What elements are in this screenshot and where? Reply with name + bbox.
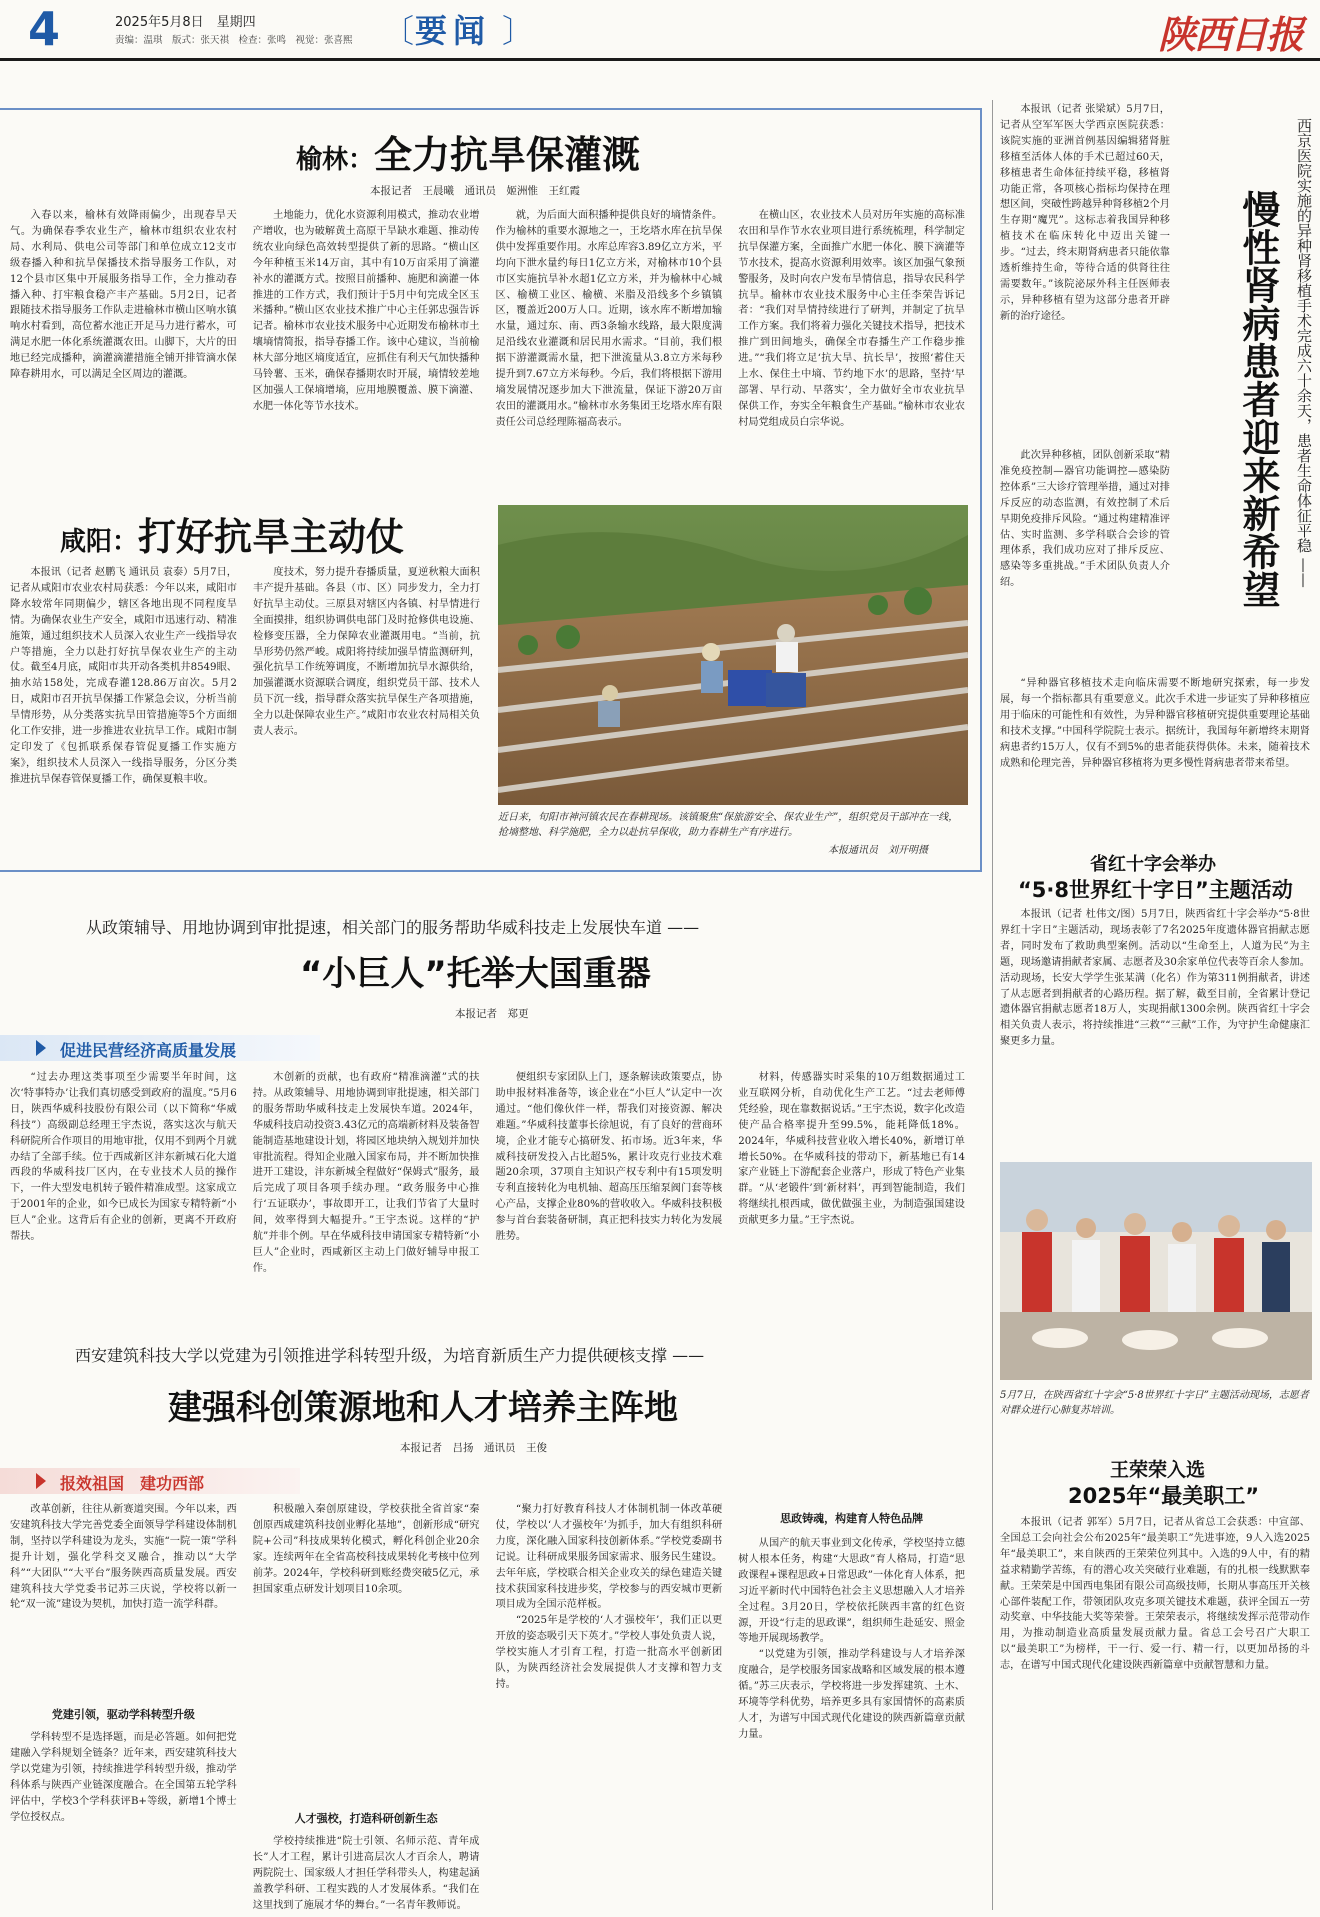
xiaojuren-col-1: “过去办理这类事项至少需要半年时间，这次‘特事特办’让我们真切感受到政府的温度。”5月6日，陕西华威科技股份有限公司（以下简称“华威科技”）高级副总经理王宇杰说，落实这次与航天科研院所合作项目的用地审批，仅用不到两个月就办结了全部手续。位于西咸新区沣东新城石化大道西段的华威科技厂区内，在专业技术人员的操作下，一件大型发电机转子锻件精准成型。这家成立于2001年的企业，如今已成长为国家专精特新“小巨人”企业。这背后有企业的创新，更离不开政府帮扶。 xyxy=(10,1072,237,1243)
xianyang-photo-credit: 本报通讯员 刘开明摄 xyxy=(828,845,928,856)
redcross-title-line1: 省红十字会举办 xyxy=(1090,854,1216,875)
jianda-subhead-3: 思政铸魂，构建育人特色品牌 xyxy=(780,1512,924,1525)
section-name: 要闻 xyxy=(415,12,492,50)
redcross-photo xyxy=(1000,1162,1312,1380)
jianda-byline: 本报记者 吕扬 通讯员 王俊 xyxy=(400,1442,547,1454)
jianda-col-3-text-b: “2025年是学校的‘人才强校年’，我们正以更开放的姿态吸引天下英才。”学校人事处负责人说，学校实施人才引育工程，打造一批高水平创新团队，为陕西经济社会发展提供人才支撑和智力支持。 xyxy=(495,1615,723,1690)
jianda-body xyxy=(10,1502,965,1912)
jianda-col-1-text-a: 改革创新，往往从新赛道突围。今年以来，西安建筑科技大学完善党委全面领导学科建设体制机制，坚持以学科建设为龙头，实施“一院一策”学科提升计划，强化学科交叉融合，推动以“大学科”“大团队”“大平台”服务陕西高质量发展。西安建筑科技大学党委书记苏三庆说，学校将以新一轮“双一流”建设为契机，加快打造一流学科群。 xyxy=(10,1504,237,1611)
jianda-col-1-text-b: 学科转型不是选择题，而是必答题。如何把党建融入学科规划全链条？近年来，西安建筑科技大学以党建为引领，持续推进学科转型升级，推动学科体系与陕西产业链深度融合。在全国第五轮学科评估中，学校3个学科获评B+等级，新增1个博士学位授权点。 xyxy=(10,1732,237,1823)
xiaojuren-col-3: 便组织专家团队上门，逐条解读政策要点，协助申报材料准备等，该企业在“小巨人”认定中一次通过。“他们像伙伴一样，帮我们对接资源、解决难题。”华威科技董事长徐旭说，有了良好的营商环境，企业才能专心搞研发、拓市场。近3年来，华威科技研发投入占比超5%，累计攻克行业技术难题20余项，37项自主知识产权专利中有15项发明专利直接转化为电机轴、超高压压缩泵阀门套等核心产品，支撑企业80%的营收收入。华威科技积极参与首台套装备研制，真正把科技实力转化为发展胜势。 xyxy=(495,1072,723,1243)
redcross-title-line2: “5·8世界红十字日”主题活动 xyxy=(1018,878,1293,902)
section-bracket-left: 〔 xyxy=(382,12,415,50)
yulin-col-3: 就，为后面大面积播种提供良好的墒情条件。作为榆林的重要水源地之一，王圪塔水库在抗旱保供中发挥重要作用。水库总库容3.89亿立方米，平均向下泄水量约每日1亿立方米，对榆林市10个县市区实施抗旱补水超1亿立方米，并为榆林中心城区、榆横工业区、榆横、米脂及沿线多个乡镇镇区，覆盖近200万人口。近期，该水库不断增加输水量，通过东、南、西3条输水线路，最大限度满足沿线农业灌溉和居民用水需求。“目前，我们根据下游灌溉需水量，把下泄流量从3.8立方米每秒提升到7.67立方米每秒。今后，我们将根据下游用墒发展情况逐步加大下泄流量，保证下游20万亩农田的灌溉用水。”榆林市水务集团王圪塔水库有限责任公司总经理陈福高表示。 xyxy=(495,210,723,428)
yulin-byline: 本报记者 王晨曦 通讯员 姬洲惟 王红霞 xyxy=(370,185,580,197)
yulin-col-1: 入春以来，榆林有效降雨偏少，出现春旱天气。为确保春季农业生产，榆林市组织农业农村局、水利局、供电公司等部门和单位成立12支市级春播入种和抗旱保播技术指导服务工作队，对12个县市区集中开展服务指导工作，全力推动春播入种、打牢粮食稳产丰产基础。5月2日，记者跟随技术指导服务工作队走进榆林市横山区响水镇响水村看到，高位蓄水池正开足马力进行蓄水，可满足水肥一体化系统灌溉农田。山脚下，大片的田地已经完成播种，滴灌滴灌措施全铺开排管滴水保障春耕用水，可以满足全区周边的灌溉。 xyxy=(10,210,237,381)
kidney-body-top: 本报讯（记者 张梁斌）5月7日，记者从空军军医大学西京医院获悉：该院实施的亚洲首例基因编辑猪肾脏移植至活体人体的手术已超过60天，移植患者生命体征持续平稳，移植肾功能正常，各项核心指标均保持在理想区间，突破性跨越异种肾移植2个月生存期“魔咒”。这标志着我国异种移植技术在临床转化中迈出关键一步。“过去，终末期肾病患者只能依靠透析维持生命，等待合适的供肾往往需要数年。”该院泌尿外科主任医师表示，异种移植有望为这部分患者开辟新的治疗途径。 xyxy=(1000,104,1170,322)
staff-credits: 责编：温琪 版式：张天祺 检查：张鸣 视觉：张喜熙 xyxy=(115,35,353,46)
yulin-title: 全力抗旱保灌溉 xyxy=(374,133,641,177)
xiaojuren-deck: 从政策辅导、用地协调到审批提速，相关部门的服务帮助华威科技走上发展快车道 —— xyxy=(86,918,700,937)
jianda-col-4 xyxy=(738,1502,965,1912)
xianyang-col-2: 度技术，努力提升春播质量，夏逆秋粮大面积丰产提升基础。各县（市、区）同步发力，全力打好抗旱主动仗。三原县对辖区内各镇、村旱情进行全面摸排，组织协调供电部门及时抢修供电设施、检修变压器，全力保障农业灌溉用电。“当前，抗旱形势仍然严峻。咸阳将持续加强旱情监测研判，强化抗旱工作统筹调度，不断增加抗旱水源供给，加强灌溉水资源联合调度，组织党员干部、技术人员下沉一线，指导群众落实抗旱保生产各项措施，全力以赴保障农业生产。”咸阳市农业农村局相关负责人表示。 xyxy=(253,567,480,738)
jianda-col-3-text-a: “聚力打好教育科技人才体制机制一体改革硬仗，学校以‘人才强校年’为抓手，加大有组织科研力度，深化融入国家科技创新体系。”学校党委副书记说。让科研成果服务国家需求、服务民生建设。去年年底，学校联合相关企业攻关的绿色建造关键技术获国家科技进步奖，学校参与的西安城市更新项目成为全国示范样板。 xyxy=(495,1504,723,1611)
jianda-subhead-2: 人才强校，打造科研创新生态 xyxy=(294,1812,438,1825)
worker-title-line1: 王荣荣入选 xyxy=(1110,1459,1206,1481)
issue-date: 2025年5月8日 星期四 xyxy=(115,15,256,30)
yulin-col-2: 土地能力，优化水资源利用模式，推动农业增产增收，也为破解黄土高原干旱缺水难题、推动传统农业向绿色高效转型提供了新的思路。“横山区今年种植玉米14万亩，其中有10万亩采用了滴灌补水的灌溉方式。按照目前播种、施肥和滴灌一体推进的工作方式，我们预计于5月中旬完成全区玉米播种。”横山区农业技术推广中心主任郭忠强告诉记者。榆林市农业技术服务中心近期发布榆林市土壤墒情简报，指导春播工作。该中心建议，当前榆林大部分地区墒度适宜，应抓住有利天气加快播种马铃薯、玉米，确保春播期农时开展，墒情较差地区加强人工保墒增墒，应用地膜覆盖、膜下滴灌、水肥一体化等节水技术。 xyxy=(252,210,480,412)
yulin-body xyxy=(10,208,965,480)
yulin-headline xyxy=(296,124,640,179)
redcross-body: 本报讯（记者 杜伟文/图）5月7日，陕西省红十字会举办“5·8世界红十字日”主题活动，现场表彰了7名2025年度遗体器官捐献志愿者，同时发布了救助典型案例。活动以“生命至上，人道为民”为主题，现场邀请捐献者家属、志愿者及30余家单位代表等百余人参加。活动现场，长安大学学生张某满（化名）作为第311例捐献者，讲述了从志愿者到捐献者的心路历程。据了解，截至目前，全省累计登记遗体器官捐献志愿者18万人，实现捐献1300余例。陕西省红十字会相关负责人表示，将持续推进“三救”“三献”工作，为守护生命健康汇聚更多力量。 xyxy=(1000,909,1310,1048)
kidney-subtitle: 西京医院实施的异种肾移植手术完成六十余天，患者生命体征平稳 —— xyxy=(1295,118,1313,588)
masthead-rule xyxy=(0,58,1320,61)
jianda-subhead-1: 党建引领，驱动学科转型升级 xyxy=(51,1708,195,1721)
xianyang-title: 打好抗旱主动仗 xyxy=(138,515,405,559)
redcross-photo-caption: 5月7日，在陕西省红十字会“5·8世界红十字日”主题活动现场，志愿者对群众进行心肺复苏培训。 xyxy=(1000,1390,1309,1416)
jianda-col-4-text-b: “以党建为引领，推动学科建设与人才培养深度融合，是学校服务国家战略和区域发展的根本遵循。”苏三庆表示，学校将进一步发挥建筑、土木、环境等学科优势，培养更多具有家国情怀的高素质人才，为谱写中国式现代化建设的陕西新篇章贡献力量。 xyxy=(738,1649,965,1740)
banner-arrow-icon xyxy=(36,1473,46,1489)
banner-arrow-icon xyxy=(36,1040,46,1056)
xianyang-photo-caption: 近日来，旬阳市神河镇农民在春耕现场。该镇聚焦“保旅游安全、保农业生产”，组织党员干部冲在一线，抢墒整地、科学施肥，全力以赴抗旱保收，助力春耕生产有序进行。 xyxy=(498,812,959,838)
jianda-col-2-text-a: 积极融入秦创原建设，学校获批全省首家“秦创原西咸建筑科技创业孵化基地”，创新形成“研究院+公司”科技成果转化模式，孵化科创企业20余家。连续两年在全省高校科技成果转化考核中位列前茅。2024年，学校科研到账经费突破5亿元，承担国家重点研发计划项目10余项。 xyxy=(252,1504,480,1595)
xianyang-col-1: 本报讯（记者 赵鹏飞 通讯员 袁泰）5月7日，记者从咸阳市农业农村局获悉：今年以来，咸阳市降水较常年同期偏少，辖区各地出现不同程度旱情。为确保农业生产安全，咸阳市迅速行动、精准施策，通过组织技术人员深入农业生产一线指导农户等措施，全力以赴打好抗旱保农业生产的主动仗。截至4月底，咸阳市共开动各类机井8549眼、抽水站158处，完成春灌128.86万亩次。5月2日，咸阳市召开抗旱保播工作紧急会议，分析当前旱情形势，从分类落实抗旱田管措施等5个方面细化工作安排，进一步推进农业抗旱工作。咸阳市制定印发了《包抓联系保春管促夏播工作实施方案》，组织技术人员深入一线指导服务，分区分类推进抗旱保春管保夏播工作，确保夏粮丰收。 xyxy=(10,567,237,785)
page-number: 4 xyxy=(28,2,61,56)
xiaojuren-byline: 本报记者 郑更 xyxy=(455,1008,529,1020)
xiaojuren-body xyxy=(10,1070,965,1310)
kidney-body-mid: 此次异种移植，团队创新采取“精准免疫控制—器官功能调控—感染防控体系”三大诊疗管理举措，通过对排斥反应的动态监测，有效控制了术后早期免疫排斥风险。“通过构建精准评估、实时监测、多学科联合会诊的管理体系，我们成功应对了排斥反应、感染等多重挑战。”手术团队负责人介绍。 xyxy=(1000,450,1170,589)
xiaojuren-banner xyxy=(0,1035,320,1061)
right-rail-divider xyxy=(992,100,993,1910)
jianda-col-3 xyxy=(496,1502,723,1912)
xianyang-kicker: 咸阳： xyxy=(60,527,139,557)
kidney-title: 慢性肾病患者迎来新希望 xyxy=(1236,190,1280,608)
jianda-banner xyxy=(0,1468,300,1494)
newspaper-logo: 陕西日报 xyxy=(1158,12,1303,57)
worker-title-line2: 2025年“最美职工” xyxy=(1068,1484,1260,1508)
jianda-title: 建强科创策源地和人才培养主阵地 xyxy=(168,1388,678,1428)
field-photo xyxy=(498,505,968,805)
jianda-col-2-text-b: 学校持续推进“院士引领、名师示范、青年成长”人才工程，累计引进高层次人才百余人，聘请两院院士、国家级人才担任学科带头人，构建起涵盖教学科研、工程实践的人才发展体系。“我们在这里找到了施展才华的舞台。”一名青年教师说。 xyxy=(252,1836,480,1911)
jianda-col-4-text-a: 从国产的航天事业到文化传承，学校坚持立德树人根本任务，构建“大思政”育人格局，打造“思政课程+课程思政+日常思政”一体化育人体系，把习近平新时代中国特色社会主义思想融入人才培养全过程。3月20日，学校依托陕西丰富的红色资源，开设“行走的思政课”，组织师生赴延安、照金等地开展现场教学。 xyxy=(738,1538,965,1645)
xiaojuren-banner-text: 促进民营经济高质量发展 xyxy=(60,1041,237,1060)
yulin-kicker: 榆林： xyxy=(296,145,375,175)
worker-body: 本报讯（记者 郭军）5月7日，记者从省总工会获悉：中宣部、全国总工会向社会公布2025年“最美职工”先进事迹，9人入选2025年“最美职工”，来自陕西的王荣荣位列其中。入选的9人中，有的精益求精勤学苦练，有的潜心攻关突破行业难题，有的扎根一线默默奉献。王荣荣是中国西电集团有限公司高级技师，长期从事高压开关核心部件装配工作，带领团队攻克多项关键技术难题，获评全国五一劳动奖章、中华技能大奖等荣誉。王荣荣表示，将继续发挥示范带动作用，为推动制造业高质量发展贡献力量。省总工会号召广大职工以“最美职工”为榜样，干一行、爱一行、精一行，以更加昂扬的斗志，在谱写中国式现代化建设陕西新篇章中贡献智慧和力量。 xyxy=(1000,1517,1310,1672)
jianda-col-2 xyxy=(253,1502,480,1912)
jianda-col-1 xyxy=(10,1502,237,1912)
jianda-deck: 西安建筑科技大学以党建为引领推进学科转型升级，为培育新质生产力提供硬核支撑 —— xyxy=(75,1346,705,1365)
yulin-col-4: 在横山区，农业技术人员对历年实施的高标准农田和旱作节水农业项目进行系统梳理，科学制定抗旱保灌方案，全面推广水肥一体化、膜下滴灌等节水技术，提高水资源利用效率。该区加强气象预警服务，及时向农户发布旱情信息，指导农民科学抗旱。榆林市农业技术服务中心主任李荣告诉记者：“我们对旱情持续进行了研判，并制定了抗旱工作方案。我们将着力强化关键技术指导，把技术推广到田间地头，确保全市春播生产工作稳步推进。”“我们将立足‘抗大旱、抗长旱’，按照‘蓄住天上水、保住土中墒、节约地下水’的思路，坚持‘早部署、早行动、早落实’，全力做好全市农业抗旱保供工作，夯实全年粮食生产基础。”榆林市农业农村局党组成员白宗华说。 xyxy=(738,210,965,428)
xiaojuren-col-4: 材料，传感器实时采集的10万组数据通过工业互联网分析，自动优化生产工艺。“过去老师傅凭经验，现在靠数据说话。”王宇杰说，数字化改造使产品合格率提升至99.5%，能耗降低18%。2024年，华威科技营业收入增长40%，新增订单增长50%。在华威科技的带动下，新基地已有14家产业链上下游配套企业落户，形成了特色产业集群。“从‘老锻件’到‘新材料’，再到智能制造，我们将继续扎根西咸，做优做强主业，为制造强国建设贡献更多力量。”王宇杰说。 xyxy=(738,1072,965,1227)
section-bracket-right: 〕 xyxy=(502,12,535,50)
xianyang-headline xyxy=(60,506,404,561)
xiaojuren-title: “小巨人”托举大国重器 xyxy=(300,954,651,994)
masthead xyxy=(0,0,1320,60)
xianyang-body xyxy=(10,565,480,860)
jianda-banner-text: 报效祖国 建功西部 xyxy=(60,1474,205,1493)
kidney-body-bottom: “异种器官移植技术走向临床需要不断地研究探索，每一步发展，每一个指标都具有重要意义。此次手术进一步证实了异种移植应用于临床的可能性和有效性，为异种器官移植研究提供重要理论基础和技术支撑。”中国科学院院士表示。据统计，我国每年新增终末期肾病患者约15万人，仅有不到5%的患者能获得供体。未来，随着技术成熟和伦理完善，异种器官移植将为更多慢性肾病患者带来希望。 xyxy=(1000,678,1310,769)
xiaojuren-col-2: 木创新的贡献，也有政府“精准滴灌”式的扶持。从政策辅导、用地协调到审批提速，相关部门的服务帮助华威科技走上发展快车道。2024年，华威科技启动投资3.43亿元的高端新材料及装备智能制造基地建设计划，将园区地块纳入规划并加快审批流程。得知企业融入国家布局，并不断加快推进开工建设，沣东新城全程做好“保姆式”服务，最后完成了项目各项手续办理。“政务服务中心推行‘五证联办’，事故即开工，让我们节省了大量时间，效率得到大幅提升。”王宇杰说。这样的“护航”并非个例。早在华威科技申请国家专精特新“小巨人”企业时，西咸新区主动上门做好辅导申报工作。 xyxy=(252,1072,480,1274)
